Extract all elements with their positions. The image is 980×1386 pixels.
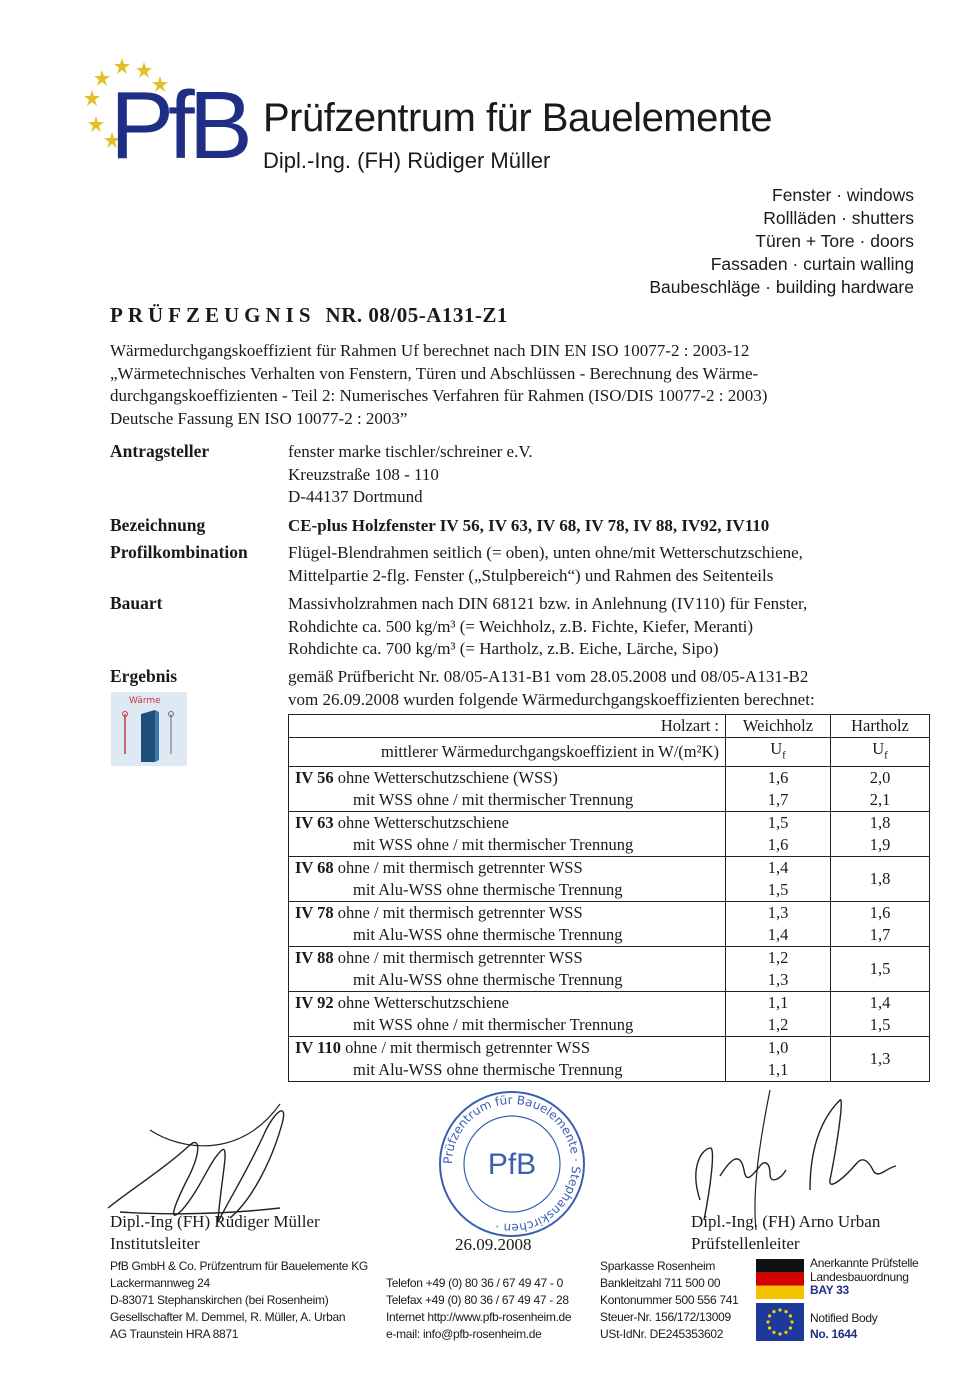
signatory-left-role: Institutsleiter [110,1234,200,1253]
profile-line-1 [295,992,719,1014]
profile-cell [289,767,726,812]
accred-line: Anerkannte Prüfstelle [810,1256,919,1270]
table-header-row [289,715,930,738]
result-label: Ergebnis [110,666,178,686]
profile-cell [289,992,726,1037]
profile-code: IV 88 [295,948,334,968]
applicant-line: Kreuzstraße 108 - 110 [288,464,439,484]
softwood-uf-value: 1,4 [767,858,789,878]
profile-desc-2: mit Alu-WSS ohne thermische Trennung [353,880,623,900]
hardwood-value-cell [831,992,930,1037]
profile-code: IV 110 [295,1038,342,1058]
signatory-right-role: Prüfstellenleiter [691,1234,800,1253]
table-subheader-soft: $U_f$ [726,738,831,767]
stamp-logo: PfB [487,1148,537,1181]
footer-line: Lackermannweg 24 [110,1276,210,1290]
footer-line: Steuer-Nr. 156/172/13009 [600,1310,731,1324]
applicant-label: Antragsteller [110,441,210,461]
signatory-left-name: Dipl.-Ing (FH) Rüdiger Müller [110,1212,320,1231]
signatory-right-name: Dipl.-Ing. (FH) Arno Urban [691,1212,881,1231]
profile-line-1 [295,947,719,969]
standard-line: durchgangskoeffizienten - Teil 2: Numerisches Verfahren für Rahmen (ISO/DIS 10077-2 : 2003) [110,386,768,405]
table-row [289,767,930,812]
type-label: Bauart [110,593,163,613]
profile-line-1 [295,812,719,834]
profile-desc-2: mit WSS ohne / mit thermischer Trennung [353,835,634,855]
notified-body [810,1310,877,1342]
softwood-uf-value: 1,6 [767,835,789,855]
standard-line: Deutsche Fassung EN ISO 10077-2 : 2003” [110,408,408,428]
profile-code: IV 92 [295,993,334,1013]
profile-line-1 [295,767,719,789]
result-line: vom 26.09.2008 wurden folgende Wärmedurchgangskoeffizienten berechnet: [288,689,815,709]
type-line: Massivholzrahmen nach DIN 68121 bzw. in Anlehnung (IV110) für Fenster, [288,594,808,613]
profile-cell [289,812,726,857]
result-value [288,666,918,711]
profile-desc-1: ohne / mit thermisch getrennter WSS [337,948,583,968]
heat-icon-label: Wärme [129,696,161,706]
softwood-uf-value: 1,6 [767,768,789,788]
softwood-value-cell [726,992,831,1037]
profile-code: IV 63 [295,813,334,833]
hardwood-uf-value: 1,8 [869,813,891,833]
table-row [289,992,930,1037]
stamp-ring-text: Prüfzentrum für Bauelemente · Stephanskirchen · [440,1092,584,1236]
footer-line: D-83071 Stephanskirchen (bei Rosenheim) [110,1293,329,1307]
standard-line: „Wärmetechnisches Verhalten von Fenstern, Türen und Abschlüssen - Berechnung des Wärme- [110,363,759,383]
hardwood-value-cell [831,947,930,992]
footer-company [110,1258,368,1343]
hardwood-uf-value: 2,0 [869,768,891,788]
profile-line: Flügel-Blendrahmen seitlich (= oben), unten ohne/mit Wetterschutzschiene, [288,543,803,562]
softwood-uf-value: 1,7 [767,790,789,810]
org-subtitle: Dipl.-Ing. (FH) Rüdiger Müller [263,148,551,173]
results-table [288,714,930,1082]
services-list [649,184,914,299]
softwood-value-cell [726,1037,831,1082]
eu-flag-icon [756,1303,804,1341]
footer-line: Gesellschafter M. Demmel, R. Müller, A. Urban [110,1310,346,1324]
profile-line-1 [295,1037,719,1059]
softwood-value-cell [726,767,831,812]
hardwood-uf-value: 2,1 [869,790,891,810]
service-item: Fenster · windows [772,185,914,205]
softwood-uf-value: 1,5 [767,880,789,900]
table-header-hard: Hartholz [831,715,930,738]
accred-line: Landesbauordnung [810,1269,909,1284]
hardwood-uf-value: 1,8 [869,869,891,889]
softwood-value-cell [726,902,831,947]
softwood-value-cell [726,857,831,902]
footer-bank [600,1258,739,1343]
profile-desc-2: mit Alu-WSS ohne thermische Trennung [353,970,623,990]
profile-desc-1: ohne / mit thermisch getrennter WSS [345,1038,590,1058]
softwood-value-cell [726,812,831,857]
profile-cell [289,857,726,902]
footer-line: Telefax +49 (0) 80 36 / 67 49 47 - 28 [386,1293,569,1307]
profile-desc-2: mit Alu-WSS ohne thermische Trennung [353,1060,623,1080]
designation-value: CE-plus Holzfenster IV 56, IV 63, IV 68, IV 78, IV 88, IV92, IV110 [288,516,770,535]
table-row [289,857,930,902]
certificate-title-word: PRÜFZEUGNIS [110,303,316,327]
hardwood-uf-value: 1,9 [869,835,891,855]
profile-desc-2: mit WSS ohne / mit thermischer Trennung [353,1015,634,1035]
softwood-uf-value: 1,4 [767,925,789,945]
profile-cell [289,947,726,992]
profile-desc-1: ohne Wetterschutzschiene [337,813,509,833]
standard-description [110,340,915,430]
applicant-line: fenster marke tischler/schreiner e.V. [288,442,533,461]
softwood-uf-value: 1,3 [767,970,789,990]
hardwood-value-cell [831,857,930,902]
service-item: Baubeschläge · building hardware [649,277,914,297]
standard-line: Wärmedurchgangskoeffizient für Rahmen Uf berechnet nach DIN EN ISO 10077-2 : 2003-12 [110,341,750,360]
footer-line: Bankleitzahl 711 500 00 [600,1276,721,1290]
applicant-value [288,441,918,509]
footer-line: AG Traunstein HRA 8871 [110,1327,239,1341]
hardwood-value-cell [831,767,930,812]
table-row [289,902,930,947]
type-line: Rohdichte ca. 700 kg/m³ (= Hartholz, z.B. Eiche, Lärche, Sipo) [288,639,719,658]
service-item: Fassaden · curtain walling [710,254,914,274]
applicant-line: D-44137 Dortmund [288,487,423,506]
softwood-uf-value: 1,1 [767,1060,789,1080]
hardwood-uf-value: 1,7 [869,925,891,945]
profile-line-1 [295,902,719,924]
table-header-label: Holzart : [289,715,726,738]
table-subheader-row [289,738,930,767]
certificate-number: NR. 08/05-A131-Z1 [325,303,508,327]
table-row [289,1037,930,1082]
footer-line: Telefon +49 (0) 80 36 / 67 49 47 - 0 [386,1276,563,1290]
issue-date: 26.09.2008 [455,1235,532,1254]
hardwood-value-cell [831,1037,930,1082]
footer-line: Sparkasse Rosenheim [600,1259,716,1273]
profile-desc-2: mit Alu-WSS ohne thermische Trennung [353,925,623,945]
softwood-value-cell [726,947,831,992]
hardwood-uf-value: 1,3 [869,1049,891,1069]
notified-code: No. 1644 [810,1327,857,1341]
footer-line: USt-IdNr. DE245353602 [600,1327,724,1341]
profile-value [288,542,918,587]
footer-line: Kontonummer 500 556 741 [600,1293,739,1307]
profile-desc-1: ohne / mit thermisch getrennter WSS [337,858,583,878]
result-line: gemäß Prüfbericht Nr. 08/05-A131-B1 vom 28.05.2008 und 08/05-A131-B2 [288,667,809,686]
service-item: Rollläden · shutters [763,208,914,228]
profile-line: Mittelpartie 2-flg. Fenster („Stulpbereich“) und Rahmen des Seitenteils [288,565,774,585]
hardwood-value-cell [831,902,930,947]
designation-label: Bezeichnung [110,515,206,535]
softwood-uf-value: 1,1 [767,993,789,1013]
profile-desc-1: ohne Wetterschutzschiene (WSS) [337,768,558,788]
profile-code: IV 78 [295,903,334,923]
footer-website-link[interactable]: Internet http://www.pfb-rosenheim.de [386,1310,572,1324]
profile-cell [289,902,726,947]
hardwood-uf-value: 1,5 [869,959,891,979]
type-line: Rohdichte ca. 500 kg/m³ (= Weichholz, z.B. Fichte, Kiefer, Meranti) [288,616,754,636]
hardwood-uf-value: 1,4 [869,993,891,1013]
softwood-uf-value: 1,0 [767,1038,789,1058]
hardwood-value-cell [831,812,930,857]
heat-transfer-icon [111,692,187,766]
hardwood-uf-value: 1,5 [869,1015,891,1035]
table-subheader-label: mittlerer Wärmedurchgangskoeffizient in W/(m²K) [289,738,726,767]
profile-code: IV 68 [295,858,334,878]
profile-desc-1: ohne Wetterschutzschiene [337,993,509,1013]
profile-line-1 [295,857,719,879]
table-row [289,812,930,857]
footer-contact [386,1275,571,1343]
softwood-uf-value: 1,2 [767,948,789,968]
softwood-uf-value: 1,2 [767,1015,789,1035]
softwood-uf-value: 1,5 [767,813,789,833]
org-name: Prüfzentrum für Bauelemente [263,96,772,140]
table-subheader-hard: $U_f$ [831,738,930,767]
certificate-title [110,303,508,328]
profile-cell [289,1037,726,1082]
accred-code: BAY 33 [810,1283,849,1297]
footer-email-link[interactable]: e-mail: info@pfb-rosenheim.de [386,1327,542,1341]
profile-label: Profilkombination [110,542,248,562]
stamp-icon [436,1088,588,1240]
logo-text: PfB [110,72,247,179]
profile-code: IV 56 [295,768,334,788]
softwood-uf-value: 1,3 [767,903,789,923]
service-item: Türen + Tore · doors [755,231,914,251]
footer-line: PfB GmbH & Co. Prüfzentrum für Bauelemente KG [110,1259,368,1273]
profile-desc-1: ohne / mit thermisch getrennter WSS [337,903,583,923]
type-value [288,593,918,661]
notified-label: Notified Body [810,1311,878,1325]
table-row [289,947,930,992]
german-flag-icon [756,1259,804,1299]
profile-desc-2: mit WSS ohne / mit thermischer Trennung [353,790,634,810]
accreditation [810,1257,918,1298]
hardwood-uf-value: 1,6 [869,903,891,923]
table-header-soft: Weichholz [726,715,831,738]
